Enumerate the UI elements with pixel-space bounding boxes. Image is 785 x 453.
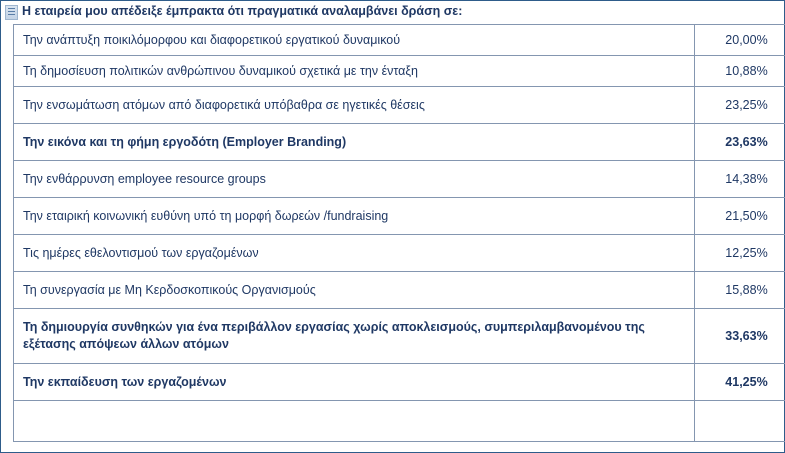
table-row — [14, 272, 785, 309]
table-body — [14, 25, 785, 442]
row-label — [14, 401, 695, 442]
row-label: Την ενθάρρυνση employee resource groups — [14, 161, 695, 198]
table-row — [14, 198, 785, 235]
row-value: 23,25% — [695, 87, 785, 124]
title-row — [1, 1, 784, 24]
row-label: Την εταιρική κοινωνική ευθύνη υπό τη μορφή δωρεών /fundraising — [14, 198, 695, 235]
table-row-empty — [14, 401, 785, 442]
row-value: 14,38% — [695, 161, 785, 198]
row-label: Την εκπαίδευση των εργαζομένων — [14, 364, 695, 401]
results-table — [13, 24, 785, 442]
table-row — [14, 124, 785, 161]
row-value: 10,88% — [695, 56, 785, 87]
table-row — [14, 87, 785, 124]
row-value: 15,88% — [695, 272, 785, 309]
table-row — [14, 235, 785, 272]
drag-handle-icon[interactable] — [5, 5, 18, 20]
row-label: Τη δημοσίευση πολιτικών ανθρώπινου δυναμικού σχετικά με την ένταξη — [14, 56, 695, 87]
table-row — [14, 309, 785, 364]
table-row — [14, 56, 785, 87]
row-label: Την ενσωμάτωση ατόμων από διαφορετικά υπόβαθρα σε ηγετικές θέσεις — [14, 87, 695, 124]
page-title: Η εταιρεία μου απέδειξε έμπρακτα ότι πραγματικά αναλαμβάνει δράση σε: — [22, 4, 463, 18]
row-label: Τη συνεργασία με Μη Κερδοσκοπικούς Οργανισμούς — [14, 272, 695, 309]
table-row — [14, 364, 785, 401]
row-label: Τις ημέρες εθελοντισμού των εργαζομένων — [14, 235, 695, 272]
table-row — [14, 161, 785, 198]
row-value: 23,63% — [695, 124, 785, 161]
row-value — [695, 401, 785, 442]
row-value: 41,25% — [695, 364, 785, 401]
row-label: Την ανάπτυξη ποικιλόμορφου και διαφορετικού εργατικού δυναμικού — [14, 25, 695, 56]
row-value: 33,63% — [695, 309, 785, 364]
row-label: Τη δημιουργία συνθηκών για ένα περιβάλλον εργασίας χωρίς αποκλεισμούς, συμπεριλαμβανομένου της εξέτασης απόψεων άλλων ατόμων — [14, 309, 695, 364]
row-value: 12,25% — [695, 235, 785, 272]
row-value: 21,50% — [695, 198, 785, 235]
row-value: 20,00% — [695, 25, 785, 56]
row-label: Την εικόνα και τη φήμη εργοδότη (Employer Branding) — [14, 124, 695, 161]
table-row — [14, 25, 785, 56]
